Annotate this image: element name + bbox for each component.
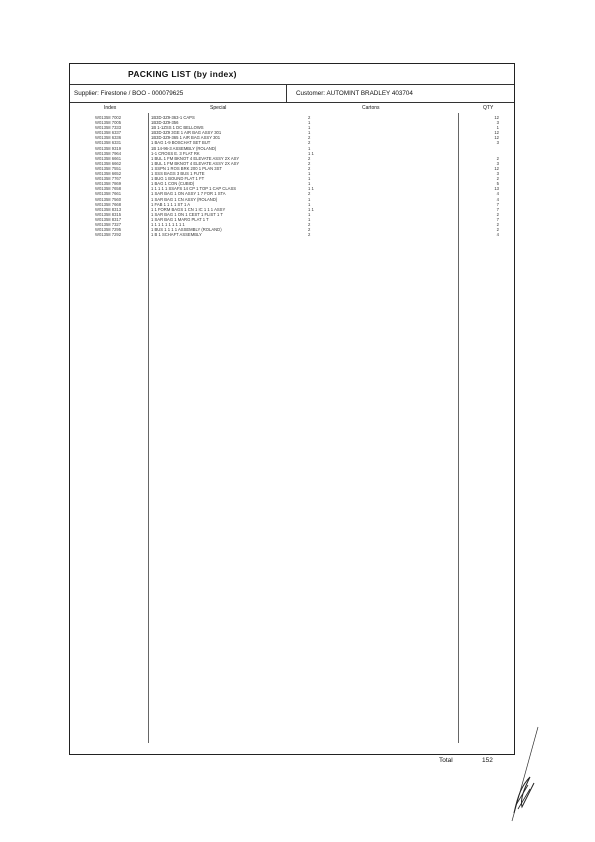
cell-special: 1B 14-96-3 ASSEMBLY (ROLAND) — [151, 145, 217, 151]
cell-index: W01358 7964 — [95, 150, 122, 156]
cell-special: 1 SAR BAG 1 MARG PLAT 1 T — [151, 216, 209, 222]
handwritten-signature — [500, 725, 550, 825]
cell-special: 1 SSS BAGS 3 BUS 1 FUTE — [151, 171, 205, 177]
cell-qty: 4 — [496, 196, 499, 202]
cell-cartons: 2 — [308, 135, 311, 141]
cell-cartons: 1 — [308, 201, 311, 207]
cell-index: W01358 8317 — [95, 216, 122, 222]
cell-index: W01358 7292 — [95, 232, 122, 238]
cell-cartons: 1 — [308, 171, 311, 177]
cell-qty: 4 — [496, 232, 499, 238]
packing-list-frame — [69, 63, 515, 755]
cell-qty: 12 — [494, 115, 499, 120]
cell-qty: 2 — [496, 221, 499, 227]
cell-index: W01358 8315 — [95, 211, 122, 217]
column-header-qty: QTY — [483, 105, 494, 111]
cell-qty: 2 — [496, 155, 499, 161]
cell-index: W01358 8313 — [95, 206, 122, 212]
cell-qty: 1 — [496, 125, 499, 131]
cell-index: W01358 7005 — [95, 120, 122, 126]
cell-index: W01358 7658 — [95, 186, 122, 192]
cell-index: W01358 6652 — [95, 171, 122, 177]
cell-cartons: 1 — [308, 130, 311, 136]
cell-cartons: 2 — [308, 140, 311, 146]
cell-cartons: 1 — [308, 145, 311, 151]
table-header — [70, 104, 514, 113]
cell-index: W01358 6336 — [95, 135, 122, 141]
cell-cartons: 1 — [308, 120, 311, 126]
total-value: 152 — [482, 757, 493, 764]
cell-qty: 3 — [496, 120, 499, 126]
cell-special: 1 SSPN 1 ROS BRK 200 1 PLAN 3ST — [151, 165, 222, 171]
cell-cartons: 1 1 — [308, 206, 314, 212]
cell-special: 1 SAR BAG 1 ON 1 CEST 1 FLIST 1 T — [151, 211, 223, 217]
cell-index: W01358 7333 — [95, 125, 122, 131]
cell-qty: 7 — [496, 216, 499, 222]
cell-special: 1-1 CROSS E. 3 FLAT RK — [151, 150, 200, 156]
cell-special: 1 BUL 1 FM BKNOT 4 ELEVATE ASSY 2X ASY — [151, 155, 240, 161]
cell-qty: 3 — [496, 171, 499, 177]
cell-special: 1 BUG 1 BOUND FLAT 1 FT — [151, 176, 205, 182]
cell-cartons: 2 — [308, 232, 311, 238]
cell-cartons: 2 — [308, 165, 311, 171]
cell-cartons: 1 — [308, 125, 311, 131]
cell-qty: 13 — [494, 186, 499, 192]
cell-qty: 2 — [496, 211, 499, 217]
cell-special: 1 1 FORM BAGS 1 CN 1 IC 1 1 1 ASSY — [151, 206, 226, 212]
cell-special: 1 BUS 1 1 1 1 ASSEMBLY (ROLAND) — [151, 227, 222, 233]
cell-cartons: 2 — [308, 160, 311, 166]
cell-index: W01358 6662 — [95, 160, 122, 166]
cell-index: W01358 6331 — [95, 140, 122, 146]
info-divider — [286, 85, 287, 102]
cell-index: W01358 7869 — [95, 181, 122, 187]
cell-qty: 2 — [496, 176, 499, 182]
title-row — [70, 64, 514, 85]
customer-label: Customer: AUTOMINT BRADLEY 403704 — [296, 90, 413, 97]
cell-qty: 12 — [494, 135, 499, 141]
cell-cartons: 2 — [308, 155, 311, 161]
cell-qty: 2 — [496, 227, 499, 233]
table-body — [70, 115, 514, 237]
cell-index: W01358 7327 — [95, 221, 122, 227]
cell-index: W01358 7560 — [95, 196, 122, 202]
table-row — [70, 232, 514, 237]
cell-special: 1B3D-3Z9-365 1 AIR BAG ASSY 301 — [151, 135, 221, 141]
column-header-special: Special — [210, 105, 227, 111]
cell-cartons: 1 — [308, 216, 311, 222]
cell-special: 1B3D-3Z9-356 — [151, 120, 179, 126]
column-header-index: Index — [104, 105, 117, 111]
cell-cartons: 1 1 — [308, 186, 314, 192]
cell-qty: 7 — [496, 206, 499, 212]
cell-cartons: 1 — [308, 211, 311, 217]
cell-index: W01358 7767 — [95, 176, 122, 182]
cell-index: W01358 6337 — [95, 130, 122, 136]
info-row — [70, 85, 514, 103]
cell-index: W01358 7002 — [95, 115, 122, 120]
cell-special: 1B3D-3Z9 3GE 1 AIR BAG ASSY 301 — [151, 130, 222, 136]
cell-qty: 5 — [496, 181, 499, 187]
cell-qty: 3 — [496, 140, 499, 146]
cell-special: 1 B 1 SCHAFT ASSEMBLY — [151, 232, 202, 238]
cell-qty: 12 — [494, 130, 499, 136]
cell-qty: 3 — [496, 160, 499, 166]
cell-special: 1 BAG 1-9 BOSCHAT SET BUT — [151, 140, 211, 146]
cell-cartons: 2 — [308, 221, 311, 227]
cell-special: 1 1 1 1 1 SSAFS 14 CP 1 TOP 1 CAP CLASS — [151, 186, 237, 192]
cell-index: W01358 7295 — [95, 227, 122, 233]
cell-special: 1 BUL 1 FM BKNOT 4 ELEVATE ASSY 2X ASY — [151, 160, 240, 166]
cell-cartons: 2 — [308, 227, 311, 233]
supplier-label: Supplier: Firestone / BOO - 000079625 — [74, 90, 184, 97]
cell-index: W01358 7551 — [95, 165, 122, 171]
cell-special: 1B3D-3Z9-363-1 CAPS — [151, 115, 195, 120]
cell-qty: 12 — [494, 165, 499, 171]
cell-special: 1 SAR BAG 1 CN ASSY (ROLAND) — [151, 196, 218, 202]
cell-qty: 4 — [496, 191, 499, 197]
cell-special: 1 1 1 1 1 1 1 1 1 1 — [151, 221, 185, 227]
total-label: Total — [439, 757, 453, 764]
cell-cartons: 2 — [308, 191, 311, 197]
cell-qty: 7 — [496, 201, 499, 207]
cell-special: 1B 1-1ZSS 1 DC BELLOWS — [151, 125, 204, 131]
cell-cartons: 1 — [308, 181, 311, 187]
cell-index: W01358 7668 — [95, 201, 122, 207]
cell-index: W01358 9319 — [95, 145, 122, 151]
cell-cartons: 1 — [308, 176, 311, 182]
cell-cartons: 1 1 — [308, 150, 314, 156]
cell-index: W01358 6661 — [95, 155, 122, 161]
column-header-cartons: Cartons — [362, 105, 380, 111]
cell-index: W01358 7661 — [95, 191, 122, 197]
cell-cartons: 2 — [308, 115, 311, 120]
cell-special: 1 BAG 1 CON (CUBID) — [151, 181, 195, 187]
cell-special: 1 SAR BAG 1 ON ASSY 1 7 FOR 1 STA — [151, 191, 226, 197]
page-title: PACKING LIST (by index) — [128, 69, 237, 79]
cell-cartons: 1 — [308, 196, 311, 202]
cell-special: 1 FAB 1 1 1 1 ST 1 A — [151, 201, 191, 207]
